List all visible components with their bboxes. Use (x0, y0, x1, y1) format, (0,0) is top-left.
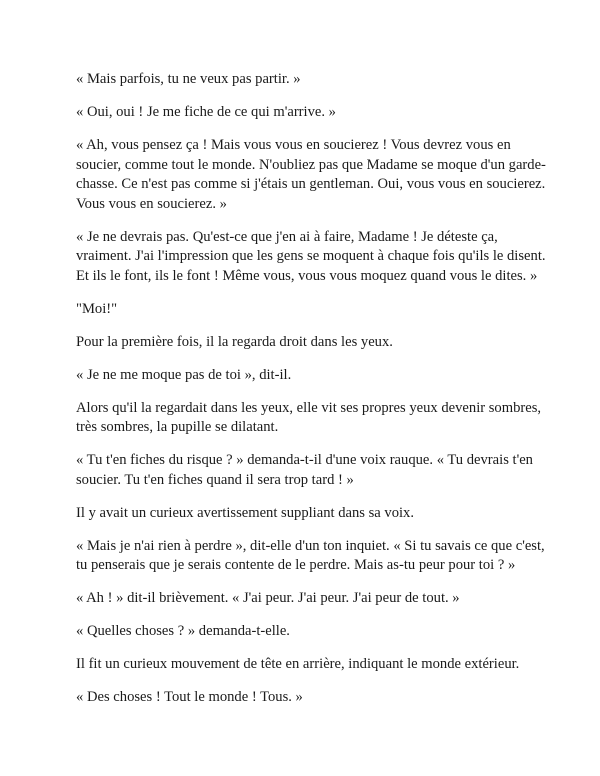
paragraph: « Mais parfois, tu ne veux pas partir. » (76, 71, 301, 87)
paragraph: Alors qu'il la regardait dans les yeux, elle vit ses propres yeux devenir sombres, très sombres, la pupille se dilatant. (76, 399, 542, 435)
paragraph: Il fit un curieux mouvement de tête en arrière, indiquant le monde extérieur. (76, 656, 520, 672)
paragraph: « Tu t'en fiches du risque ? » demanda-t-il d'une voix rauque. « Tu devrais t'en soucier. Tu t'en fiches quand il sera trop tard ! » (76, 452, 533, 488)
paragraph: « Des choses ! Tout le monde ! Tous. » (76, 689, 303, 705)
paragraph: « Quelles choses ? » demanda-t-elle. (76, 623, 290, 639)
paragraph: Il y avait un curieux avertissement suppliant dans sa voix. (76, 504, 415, 521)
paragraph: « Mais je n'ai rien à perdre », dit-elle d'un ton inquiet. « Si tu savais ce que c'est, tu penserais que je serais contente de le perdre. Mais as-tu peur pour toi ? » (76, 537, 545, 573)
paragraph: « Je ne me moque pas de toi », dit-il. (76, 366, 292, 383)
paragraph: « Oui, oui ! Je me fiche de ce qui m'arrive. » (76, 104, 336, 120)
paragraph: « Ah, vous pensez ça ! Mais vous vous en soucierez ! Vous devrez vous en soucier, comme tout le monde. N'oubliez pas que Madame se moque d'un garde-chasse. Ce n'est pas comme si j'étais un gentleman. Oui, vous vous en soucierez. Vous vous en soucierez. » (76, 137, 546, 212)
paragraph: Pour la première fois, il la regarda droit dans les yeux. (76, 333, 393, 350)
paragraph: « Je ne devrais pas. Qu'est-ce que j'en ai à faire, Madame ! Je déteste ça, vraiment. J'ai l'impression que les gens se moquent à chaque fois qu'ils le disent. Et ils le font, ils le font ! Même vous, vous vous moquez quand vous le dites. » (76, 228, 546, 284)
paragraph: « Ah ! » dit-il brièvement. « J'ai peur. J'ai peur. J'ai peur de tout. » (76, 590, 460, 606)
paragraph: "Moi!" (76, 300, 118, 317)
document-page (76, 70, 546, 721)
